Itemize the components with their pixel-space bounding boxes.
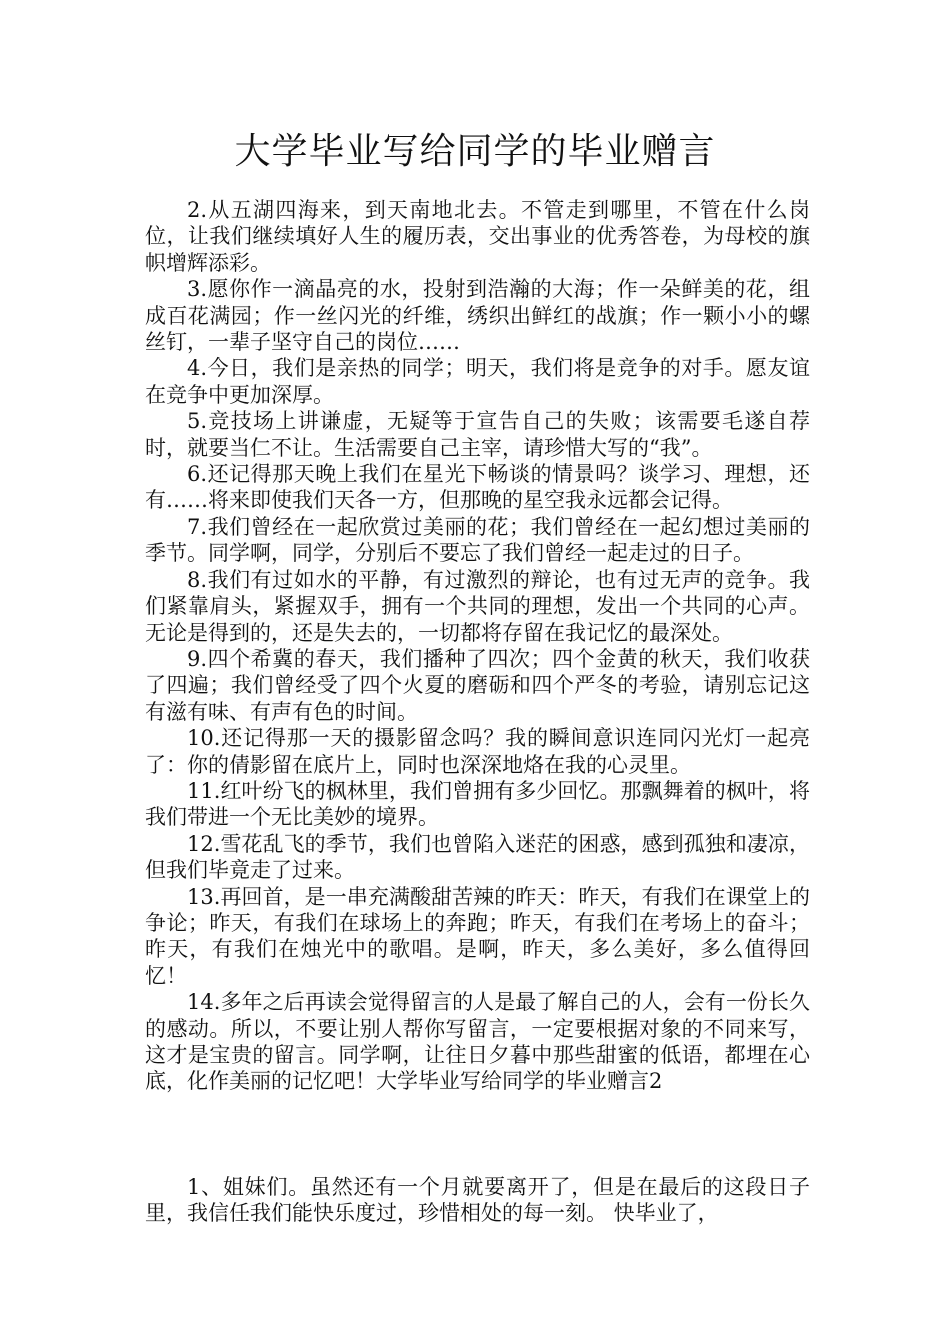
paragraph-7: 7.我们曾经在一起欣赏过美丽的花；我们曾经在一起幻想过美丽的季节。同学啊，同学，分别后不要忘了我们曾经一起走过的日子。 <box>145 514 810 566</box>
paragraph-6: 6.还记得那天晚上我们在星光下畅谈的情景吗？谈学习、理想，还有……将来即使我们天各一方，但那晚的星空我永远都会记得。 <box>145 462 810 513</box>
paragraph-2: 2.从五湖四海来，到天南地北去。不管走到哪里，不管在什么岗位，让我们继续填好人生的履历表，交出事业的优秀答卷，为母校的旗帜增辉添彩。 <box>145 198 810 275</box>
paragraph-12: 12.雪花乱飞的季节，我们也曾陷入迷茫的困惑，感到孤独和凄凉，但我们毕竟走了过来。 <box>145 831 810 883</box>
paragraph-8: 8.我们有过如水的平静，有过激烈的辩论，也有过无声的竞争。我们紧靠肩头，紧握双手，拥有一个共同的理想，发出一个共同的心声。无论是得到的，还是失去的，一切都将存留在我记忆的最深处。 <box>145 567 810 645</box>
paragraph-3: 3.愿你作一滴晶亮的水，投射到浩瀚的大海；作一朵鲜美的花，组成百花满园；作一丝闪光的纤维，绣织出鲜红的战旗；作一颗小小的螺丝钉，一辈子坚守自己的岗位…… <box>145 277 810 355</box>
section-gap <box>145 1095 810 1174</box>
paragraph-11: 11.红叶纷飞的枫林里，我们曾拥有多少回忆。那飘舞着的枫叶，将我们带进一个无比美妙的境界。 <box>145 778 810 830</box>
document-body <box>145 197 810 1227</box>
paragraph-section2-1: 1、姐妹们。虽然还有一个月就要离开了，但是在最后的这段日子里，我信任我们能快乐度过，珍惜相处的每一刻。 快毕业了， <box>145 1174 810 1226</box>
paragraph-5: 5.竞技场上讲谦虚，无疑等于宣告自己的失败；该需要毛遂自荐时，就要当仁不让。生活需要自己主宰，请珍惜大写的“我”。 <box>145 409 810 460</box>
paragraph-9: 9.四个希冀的春天，我们播种了四次；四个金黄的秋天，我们收获了四遍；我们曾经受了四个火夏的磨砺和四个严冬的考验，请别忘记这有滋有味、有声有色的时间。 <box>145 646 810 724</box>
paragraph-10: 10.还记得那一天的摄影留念吗？我的瞬间意识连同闪光灯一起亮了：你的倩影留在底片上，同时也深深地烙在我的心灵里。 <box>145 726 810 777</box>
paragraph-4: 4.今日，我们是亲热的同学；明天，我们将是竞争的对手。愿友谊在竞争中更加深厚。 <box>145 356 810 407</box>
document-title: 大学毕业写给同学的毕业赠言 <box>234 131 716 172</box>
paragraph-13: 13.再回首，是一串充满酸甜苦辣的昨天：昨天，有我们在课堂上的争论；昨天，有我们在球场上的奔跑；昨天，有我们在考场上的奋斗；昨天，有我们在烛光中的歌唱。是啊，昨天，多么美好，多么值得回忆！ <box>145 884 810 988</box>
paragraph-14: 14.多年之后再读会觉得留言的人是最了解自己的人，会有一份长久的感动。所以，不要让别人帮你写留言，一定要根据对象的不同来写，这才是宝贵的留言。同学啊，让往日夕暮中那些甜蜜的低语，都埋在心底，化作美丽的记忆吧！大学毕业写给同学的毕业赠言2 <box>145 990 810 1094</box>
